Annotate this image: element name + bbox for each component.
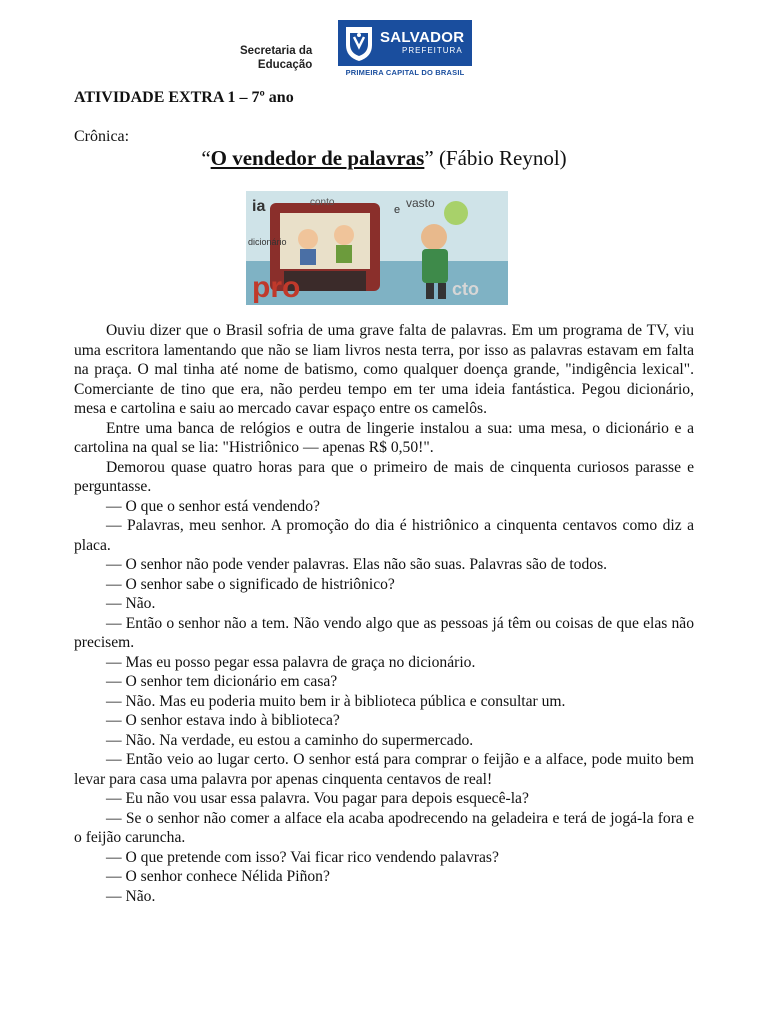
illus-word-6: pro xyxy=(252,271,301,304)
dialogue-line: — O que pretende com isso? Vai ficar rico vendendo palavras? xyxy=(106,848,499,866)
dialogue-line: — Palavras, meu senhor. A promoção do dia é histriônico a cinquenta centavos como diz a placa. xyxy=(74,517,694,554)
illus-word-7: cto xyxy=(452,279,479,299)
chronicle-text xyxy=(74,321,694,906)
dialogue-line: — O senhor sabe o significado de histriônico? xyxy=(106,575,395,593)
secretaria-line-2: Educação xyxy=(257,59,313,71)
logo-sub: PREFEITURA xyxy=(402,46,463,55)
dialogue-line: — O que o senhor está vendendo? xyxy=(106,497,320,515)
dialogue-line: — Então veio ao lugar certo. O senhor está para comprar o feijão e a alface, pode muito bem levar para casa uma palavra por apenas cinquenta centavos de real! xyxy=(74,751,694,788)
dialogue-line: — Mas eu posso pegar essa palavra de graça no dicionário. xyxy=(106,653,476,671)
page-header xyxy=(0,20,768,80)
dialogue-line: — O senhor estava indo à biblioteca? xyxy=(106,712,340,729)
city-emblem-icon xyxy=(342,23,376,63)
title-author: (Fábio Reynol) xyxy=(438,146,567,170)
dialogue-line: — Eu não vou usar essa palavra. Vou pagar para depois esquecê-la? xyxy=(106,790,529,807)
dialogue-line: — Não. Mas eu poderia muito bem ir à biblioteca pública e consultar um. xyxy=(106,692,566,710)
secretaria-label xyxy=(240,44,312,72)
illus-word-4: vasto xyxy=(406,196,435,210)
illustration-word-vendor-icon xyxy=(246,191,508,305)
dialogue-line: — O senhor não pode vender palavras. Elas não são suas. Palavras são de todos. xyxy=(106,556,608,573)
logo-text xyxy=(380,30,464,56)
dialogue-line: — Não. xyxy=(106,887,156,905)
dialogue-line: — Se o senhor não comer a alface ela acaba apodrecendo na geladeira e terá de jogá-la fora e o feijão caruncha. xyxy=(74,809,694,846)
salvador-logo xyxy=(338,20,472,66)
paragraph-1: Ouviu dizer que o Brasil sofria de uma grave falta de palavras. Em um programa de TV, viu uma escritora lamentando que não se liam livros nesta terra, por isso as palavras estavam em falta na praça. O mal tinha até nome de batismo, como qualquer doença grande, "indigência lexical". Comerciante de tino que era, não perdeu tempo em ter uma ideia fantástica. Pegou dicionário, mesa e cartolina e saiu ao mercado cavar espaço entre os camelôs. xyxy=(74,322,694,417)
title-text: O vendedor de palavras xyxy=(210,146,425,170)
dialogue-line: — Não. Na verdade, eu estou a caminho do supermercado. xyxy=(106,731,474,749)
illus-word-3: e xyxy=(394,204,401,216)
paragraph-2: Entre uma banca de relógios e outra de lingerie instalou a sua: uma mesa, o dicionário e a cartolina na qual se lia: "Histriônico — apenas R$ 0,50!". xyxy=(74,419,694,456)
logo-tagline: PRIMEIRA CAPITAL DO BRASIL xyxy=(345,68,465,77)
secretaria-line-1: Secretaria da xyxy=(240,45,313,57)
dialogue-line: — O senhor conhece Nélida Piñon? xyxy=(106,868,330,885)
genre-label: Crônica: xyxy=(74,128,130,145)
dialogue-line: — Então o senhor não a tem. Não vendo algo que as pessoas já têm ou coisas de que elas não precisem. xyxy=(74,614,694,651)
paragraph-3: Demorou quase quatro horas para que o primeiro de mais de cinquenta curiosos parasse e perguntasse. xyxy=(74,458,694,495)
title-close-quote: ” xyxy=(424,146,434,170)
dialogue-line: — O senhor tem dicionário em casa? xyxy=(106,673,338,690)
dialogue-line: — Não. xyxy=(106,595,156,612)
illus-word-5: dicionário xyxy=(248,237,287,247)
illus-word-2: conto xyxy=(310,197,335,208)
logo-name: SALVADOR xyxy=(380,29,465,46)
title-open-quote: “ xyxy=(201,146,211,170)
activity-title: ATIVIDADE EXTRA 1 – 7º ano xyxy=(74,89,294,106)
illus-word-1: ia xyxy=(252,198,266,215)
chronicle-title xyxy=(0,146,768,171)
